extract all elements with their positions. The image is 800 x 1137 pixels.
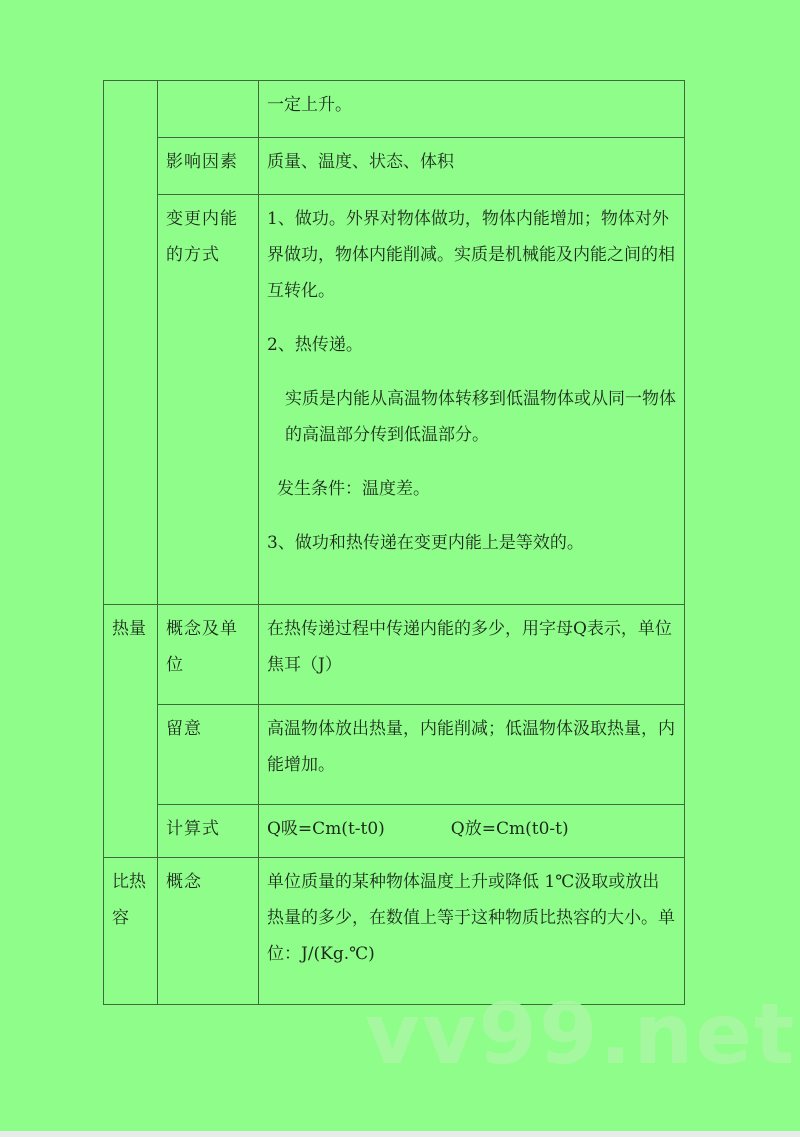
label-cell-empty (158, 81, 259, 138)
paragraph: 1、做功。外界对物体做功，物体内能增加；物体对外界做功，物体内能削减。实质是机械能及内能之间的相互转化。 (267, 209, 675, 301)
content-cell: 质量、温度、状态、体积 (259, 138, 685, 195)
group-cell-heat: 热量 (104, 605, 158, 858)
label-cell: 留意 (158, 705, 259, 805)
paragraph: 3、做功和热传递在变更内能上是等效的。 (267, 533, 584, 553)
table-row (104, 805, 685, 858)
bottom-strip (0, 1131, 800, 1137)
paragraph: 实质是内能从高温物体转移到低温物体或从同一物体的高温部分传到低温部分。 (285, 389, 676, 445)
content-cell: 在热传递过程中传递内能的多少，用字母Q表示，单位焦耳（J） (259, 605, 685, 705)
table-row (104, 138, 685, 195)
formula-release: Q放=Cm(t0-t) (450, 819, 569, 839)
content-cell (259, 195, 685, 605)
label-cell: 概念 (158, 858, 259, 1005)
table-row (104, 858, 685, 1005)
table-row (104, 605, 685, 705)
watermark: vv99.net (365, 985, 797, 1083)
label-cell: 计算式 (158, 805, 259, 858)
label-cell: 概念及单位 (158, 605, 259, 705)
paragraph: 2、热传递。 (267, 335, 363, 355)
paragraph: 发生条件：温度差。 (277, 479, 430, 499)
table-row (104, 195, 685, 605)
group-cell-empty (104, 81, 158, 605)
label-cell: 变更内能的方式 (158, 195, 259, 605)
table-row (104, 81, 685, 138)
content-cell: 一定上升。 (259, 81, 685, 138)
label-cell: 影响因素 (158, 138, 259, 195)
formula-absorb: Q吸=Cm(t-t0) (267, 819, 385, 839)
content-cell: 单位质量的某种物体温度上升或降低 1℃汲取或放出热量的多少，在数值上等于这种物质比热容的大小。单位：J/(Kg.℃) (259, 858, 685, 1005)
content-table (103, 80, 685, 1005)
content-cell (259, 805, 685, 858)
content-cell: 高温物体放出热量，内能削减；低温物体汲取热量，内能增加。 (259, 705, 685, 805)
group-cell-specific-heat: 比热容 (104, 858, 158, 1005)
table-row (104, 705, 685, 805)
